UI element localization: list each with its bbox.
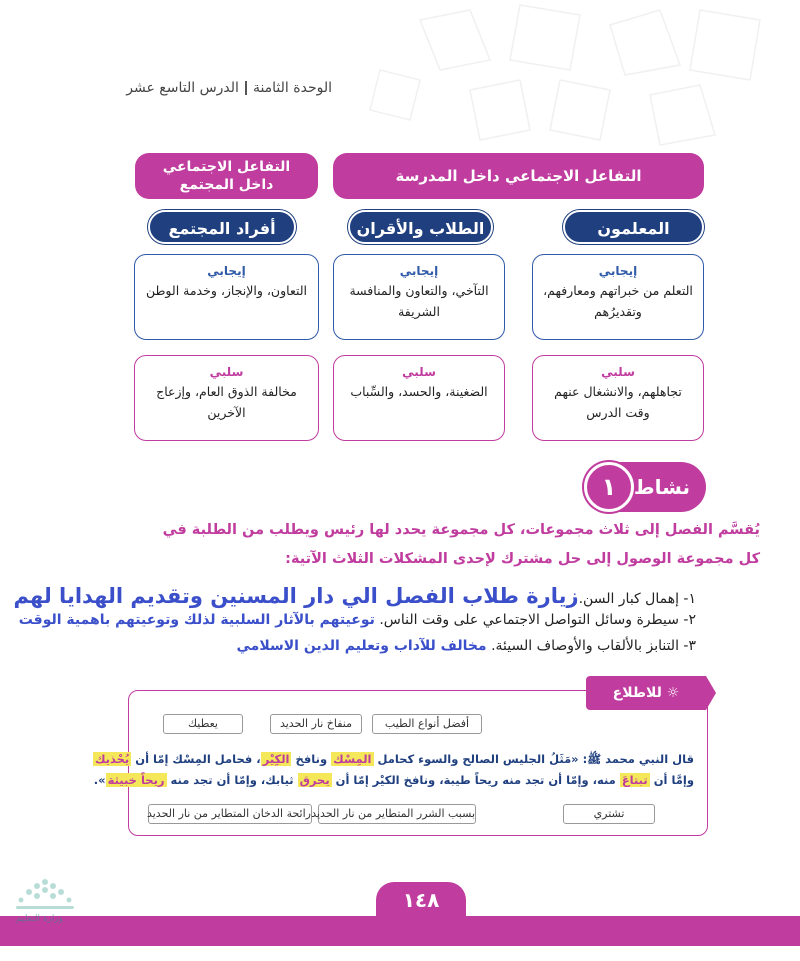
item-3-answer: مخالف للآداب وتعليم الدين الاسلامي [236, 638, 487, 654]
header-separator [245, 81, 247, 95]
school-interaction-heading: التفاعل الاجتماعي داخل المدرسة [333, 153, 704, 199]
community-negative-text: مخالفة الذوق العام، وإزعاج الآخرين [156, 384, 297, 420]
peers-negative-box [333, 355, 505, 441]
teachers-negative-text: تجاهلهم، والانشغال عنهم وقت الدرس [554, 384, 682, 420]
peers-positive-box [333, 254, 505, 340]
answer-field-buy: تشتري [563, 804, 655, 824]
page-header [126, 80, 332, 96]
background-pattern [0, 0, 800, 150]
answer-field-yuhdhik: يعطيك [163, 714, 243, 734]
answer-field-smell: رائحة الدخان المتطاير من نار الحديد [148, 804, 312, 824]
peers-positive-text: التآخي، والتعاون والمنافسة الشريفة [349, 283, 489, 319]
item-1-answer: زيارة طلاب الفصل الي دار المسنين وتقديم الهدايا لهم [13, 584, 579, 608]
teachers-positive-box [532, 254, 704, 340]
peers-heading: الطلاب والأقران [348, 210, 493, 244]
community-positive-text: التعاون، والإنجاز، وخدمة الوطن [145, 283, 308, 298]
hadith-text: منه، وإمّا أن تجد منه ريحاً طيبة، ونافخ الكيْر إمّا أن [331, 773, 620, 787]
teachers-negative-box [532, 355, 704, 441]
header-unit: الوحدة الثامنة [252, 80, 332, 96]
positive-label: إيجابي [207, 264, 246, 278]
highlight-yuhdhik: يُحْذيك [94, 752, 130, 766]
header-lesson: الدرس التاسع عشر [126, 80, 239, 96]
negative-label: سلبي [601, 365, 635, 379]
lightbulb-icon: ☼ [666, 685, 680, 701]
community-heading-line1: التفاعل الاجتماعي [162, 159, 291, 175]
hadith-text: ثيابك، وإمّا أن تجد منه [166, 773, 298, 787]
item-3-printed: ٣- التنابز بالألقاب والأوصاف السيئة. [491, 638, 696, 654]
footer-bar [0, 916, 800, 946]
peers-negative-text: الضغينة، والحسد، والسِّباب [350, 384, 488, 399]
answer-field-burn: بسبب الشرر المتطاير من نار الحديد [318, 804, 476, 824]
hadith-text: ونافخ [291, 752, 332, 766]
positive-label: إيجابي [399, 264, 439, 278]
ministry-logo [8, 876, 82, 932]
answer-field-misk: أفضل أنواع الطيب [372, 714, 482, 734]
negative-label: سلبي [209, 365, 244, 379]
info-tab-label: للاطلاع [612, 685, 662, 701]
item-1-printed: ١- إهمال كبار السن. [578, 591, 696, 607]
item-2-printed: ٢- سيطرة وسائل التواصل الاجتماعي على وقت الناس. [379, 612, 696, 628]
activity-number: ١ [584, 462, 634, 512]
hadith-text: ، فحامل المِسْك إمّا أن [131, 752, 261, 766]
highlight-rih: ريحاً خبيثة [107, 773, 165, 787]
community-positive-box [134, 254, 319, 340]
highlight-yahriq: يحرق [299, 773, 330, 787]
ministry-name: وزارة التعليم [16, 914, 64, 924]
page-number: ١٤٨ [376, 882, 466, 918]
community-heading-line2: داخل المجتمع [179, 177, 274, 193]
hadith-line-2 [93, 773, 694, 787]
teachers-heading: المعلمون [563, 210, 704, 244]
hadith-text: قال النبي محمد ﷺ: «مَثَلُ الجليس الصالح والسوء كحامل [373, 752, 694, 766]
ministry-logo-icon [8, 876, 82, 916]
hadith-line-1 [94, 752, 694, 769]
highlight-tabtaa: تبتاعَ [621, 773, 648, 787]
activity-instruction-line1: يُقسَّم الفصل إلى ثلاث مجموعات، كل مجموعة يحدد لها رئيس ويطلب من الطلبة في [162, 522, 760, 538]
community-members-heading: أفراد المجتمع [148, 210, 296, 244]
activity-item-1 [14, 584, 696, 608]
item-2-answer: توعيتهم بالآثار السلبية لذلك وتوعيتهم باهمية الوقت [18, 612, 375, 628]
highlight-kir: الكِيْر [262, 752, 290, 766]
community-interaction-heading [135, 153, 318, 199]
activity-instruction-line2: كل مجموعة الوصول إلى حل مشترك لإحدى المشكلات الثلاث الآتية: [285, 551, 760, 567]
activity-word: نشاط [633, 475, 690, 499]
highlight-misk: المِسْك [333, 752, 372, 766]
hadith-text: ». [93, 773, 106, 787]
negative-label: سلبي [402, 365, 436, 379]
positive-label: إيجابي [598, 264, 638, 278]
community-negative-box [134, 355, 319, 441]
hadith-text: وإمَّا أن [649, 773, 694, 787]
activity-item-2 [19, 612, 696, 628]
answer-field-kir: منفاخ نار الحديد [270, 714, 362, 734]
activity-item-3 [237, 638, 697, 654]
info-tab [586, 676, 706, 710]
activity-badge [584, 462, 706, 512]
teachers-positive-text: التعلم من خبراتهم ومعارفهم، وتقديرُهم [543, 283, 693, 319]
